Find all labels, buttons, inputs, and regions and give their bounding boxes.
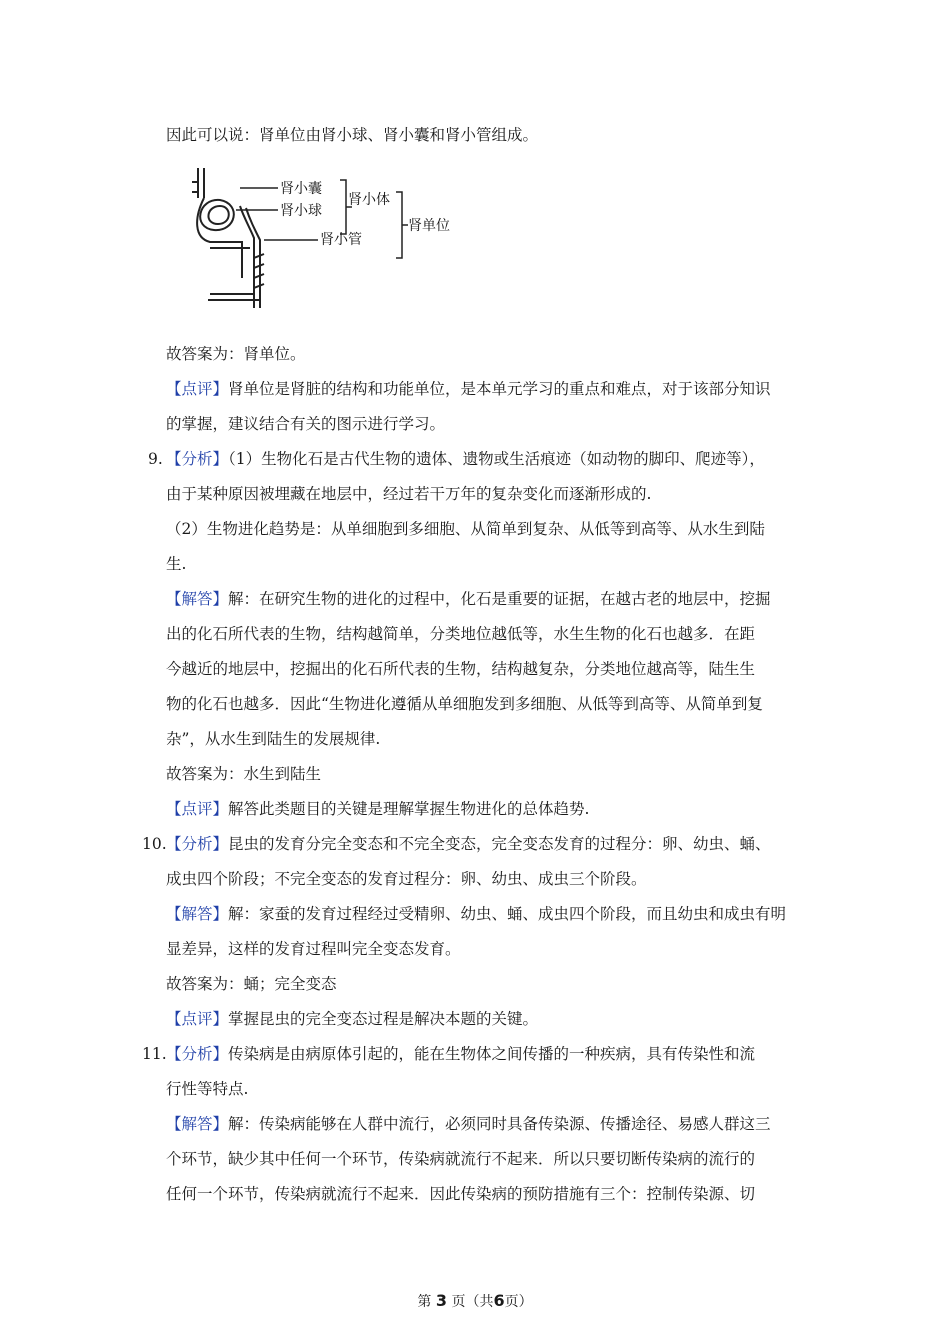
q10-solution-line-1: 【解答】解：家蚕的发育过程经过受精卵、幼虫、蛹、成虫四个阶段，而且幼虫和成虫有明 [166, 905, 787, 923]
analysis-tag: 【分析】 [166, 450, 229, 468]
q9-analysis-line-4: 生. [166, 555, 187, 573]
analysis-tag: 【分析】 [166, 835, 229, 853]
intro-line: 因此可以说：肾单位由肾小球、肾小囊和肾小管组成。 [166, 126, 539, 144]
comment-tag: 【点评】 [166, 1010, 229, 1028]
q11-analysis-line-1: 【分析】传染病是由病原体引起的，能在生物体之间传播的一种疾病，具有传染性和流 [166, 1045, 756, 1063]
q10-analysis-line-2: 成虫四个阶段；不完全变态的发育过程分：卵、幼虫、成虫三个阶段。 [166, 870, 647, 888]
nephron-diagram [180, 158, 470, 328]
q11-solution-line-1: 【解答】解：传染病能够在人群中流行，必须同时具备传染源、传播途径、易感人群这三 [166, 1115, 771, 1133]
page-total: 6 [493, 1291, 505, 1310]
q10-answer: 故答案为：蛹；完全变态 [166, 975, 337, 993]
q10-number: 10. [142, 835, 167, 853]
label-renal-tubule: 肾小管 [320, 232, 362, 248]
q9-solution-line-5: 杂”，从水生到陆生的发展规律. [166, 730, 381, 748]
q9-comment: 【点评】解答此类题目的关键是理解掌握生物进化的总体趋势. [166, 800, 590, 818]
label-nephron: 肾单位 [408, 218, 450, 234]
label-glomerulus: 肾小球 [280, 203, 322, 219]
solution-tag: 【解答】 [166, 905, 229, 923]
q10-comment: 【点评】掌握昆虫的完全变态过程是解决本题的关键。 [166, 1010, 539, 1028]
page-footer: 第 3 页（共6页） [417, 1291, 533, 1310]
page-number: 3 [435, 1291, 447, 1310]
q9-solution-line-3: 今越近的地层中，挖掘出的化石所代表的生物，结构越复杂，分类地位越高等，陆生生 [166, 660, 756, 678]
comment-tag: 【点评】 [166, 380, 229, 398]
comment-tag: 【点评】 [166, 800, 229, 818]
q8-comment-line-2: 的掌握，建议结合有关的图示进行学习。 [166, 415, 446, 433]
q9-solution-line-1: 【解答】解：在研究生物的进化的过程中，化石是重要的证据，在越古老的地层中，挖掘 [166, 590, 771, 608]
q11-solution-line-2: 个环节，缺少其中任何一个环节，传染病就流行不起来．所以只要切断传染病的流行的 [166, 1150, 756, 1168]
q9-number: 9. [148, 450, 163, 468]
q8-comment-line-1: 【点评】肾单位是肾脏的结构和功能单位，是本单元学习的重点和难点，对于该部分知识 [166, 380, 771, 398]
q9-analysis-line-3: （2）生物进化趋势是：从单细胞到多细胞、从简单到复杂、从低等到高等、从水生到陆 [166, 520, 765, 538]
q10-analysis-line-1: 【分析】昆虫的发育分完全变态和不完全变态，完全变态发育的过程分：卵、幼虫、蛹、 [166, 835, 771, 853]
q9-solution-line-2: 出的化石所代表的生物，结构越简单，分类地位越低等，水生生物的化石也越多．在距 [166, 625, 756, 643]
q11-analysis-line-2: 行性等特点. [166, 1080, 249, 1098]
q8-answer: 故答案为：肾单位。 [166, 345, 306, 363]
solution-tag: 【解答】 [166, 1115, 229, 1133]
analysis-tag: 【分析】 [166, 1045, 229, 1063]
label-renal-capsule: 肾小囊 [280, 181, 322, 197]
solution-tag: 【解答】 [166, 590, 229, 608]
q9-analysis-line-1: 【分析】（1）生物化石是古代生物的遗体、遗物或生活痕迹（如动物的脚印、爬迹等）， [166, 450, 765, 468]
q11-number: 11. [142, 1045, 167, 1063]
q10-solution-line-2: 显差异，这样的发育过程叫完全变态发育。 [166, 940, 461, 958]
q11-solution-line-3: 任何一个环节，传染病就流行不起来．因此传染病的预防措施有三个：控制传染源、切 [166, 1185, 756, 1203]
q9-solution-line-4: 物的化石也越多．因此“生物进化遵循从单细胞发到多细胞、从低等到高等、从简单到复 [166, 695, 763, 713]
q9-answer: 故答案为：水生到陆生 [166, 765, 322, 783]
label-renal-corpuscle: 肾小体 [348, 192, 390, 208]
q9-analysis-line-2: 由于某种原因被埋藏在地层中，经过若干万年的复杂变化而逐渐形成的. [166, 485, 652, 503]
